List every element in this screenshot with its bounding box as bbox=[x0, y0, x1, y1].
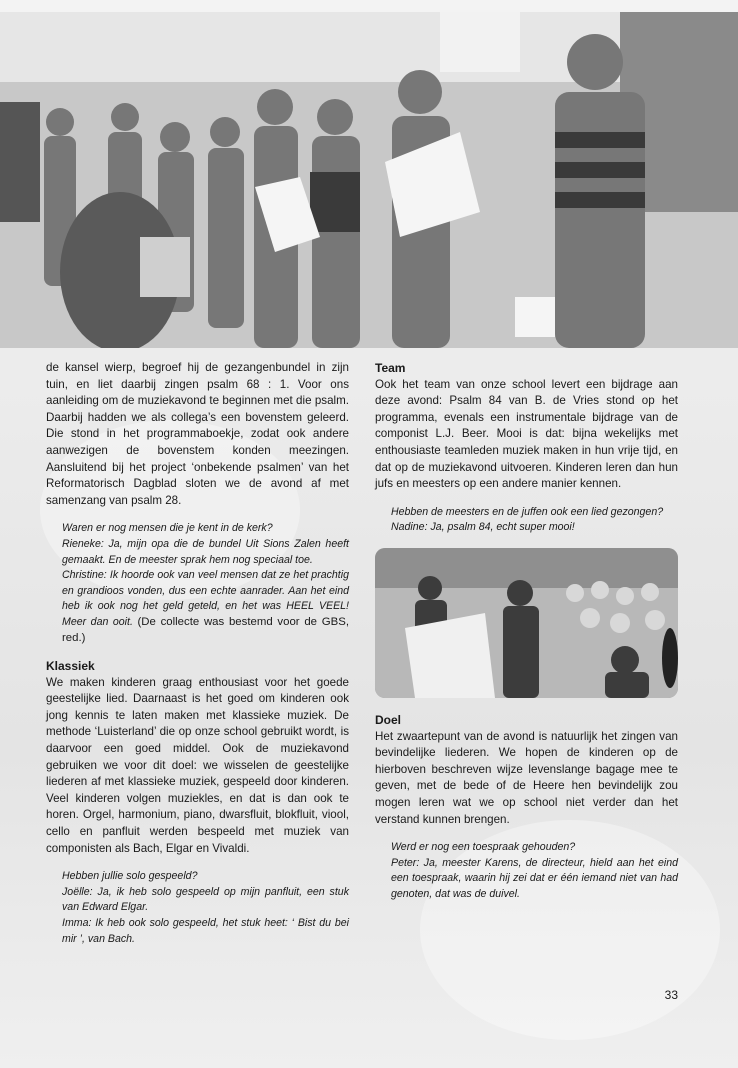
right-column bbox=[375, 360, 678, 914]
interview-block bbox=[391, 840, 678, 902]
interview-question: Waren er nog mensen die je kent in de kerk? bbox=[62, 522, 273, 535]
section-heading-team: Team bbox=[375, 361, 406, 375]
team-paragraph: Ook het team van onze school levert een bijdrage aan deze avond: Psalm 84 van B. de Vries stond op het programma, evenals een instrumentale bijdrage van de componist L.J. Beer. Mooi is dat: bijna wekelijks met enthousiaste teamleden muziek maken in hun vrije tijd, en dat op de muziekavond uitvoeren. Kinderen leren dan hun jufs en meesters op een andere manier kennen. bbox=[375, 377, 678, 491]
page-number: 33 bbox=[664, 988, 678, 1002]
children-orchestra-photo bbox=[375, 548, 678, 698]
editor-note: (De collecte was bestemd voor de GBS, red.) bbox=[62, 615, 349, 644]
answer-text: Christine: Ik hoorde ook van veel mensen dat ze het prachtig en grandioos vonden, dus een echte aanrader. Aan het eind heb ik ook nog het geld geteld, en het was HEEL VEEL! Meer dan ooit. bbox=[62, 569, 349, 628]
interview-question: Werd er nog een toespraak gehouden? bbox=[391, 841, 576, 854]
interview-block bbox=[391, 505, 678, 536]
doel-paragraph: Het zwaartepunt van de avond is natuurlijk het zingen van bevindelijke liederen. We hopen de kinderen op de hierboven beschreven wijze levenslange bagage mee te geven, met de bede of de Heere hen bevindelijk zou mogen leren wat we op school niet verder dan het verstand kunnen brengen. bbox=[375, 729, 678, 826]
interview-question: Hebben de meesters en de juffen ook een lied gezongen? bbox=[391, 505, 664, 518]
interview-answer: Rieneke: Ja, mijn opa die de bundel Uit Sions Zalen heeft gemaakt. En de meester sprak hem nog speciaal toe. bbox=[62, 537, 349, 566]
photo-illustration bbox=[375, 548, 678, 698]
section-heading-doel: Doel bbox=[375, 712, 402, 727]
intro-paragraph: de kansel wierp, begroef hij de gezangenbundel in zijn tuin, en liet daarbij zingen psalm 68 : 1. Voor ons aanleiding om de muziekavond te beginnen met die psalm. Daarbij hadden we als collega’s een bovenstem geleerd. Die stond in het programmaboekje, zodat ook andere aanwezigen de bovenstem konden meezingen. Aansluitend bij het project ‘onbekende psalmen’ van het Reformatorisch Dagblad sloten we de avond af met samenzang van psalm 28. bbox=[46, 361, 349, 507]
klassiek-paragraph: We maken kinderen graag enthousiast voor het goede geestelijke lied. Daarnaast is het goed om kinderen ook jong kennis te laten maken met klassieke muziek. De methode ‘Luisterland’ die op onze school gebruikt wordt, is daarvoor een goed middel. Ook de muziekavond gebruiken we voor dit doel: we wisselen de geestelijke liederen af met klassieke muziek, gespeeld door kinderen. Veel kinderen volgen muziekles, en dat is dan ook te horen. Orgel, harmonium, piano, dwarsfluit, blokfluit, viool, cello en panfluit werden bespeeld met muziek van componisten als Bach, Elgar en Vivaldi. bbox=[46, 675, 349, 855]
interview-answer bbox=[62, 568, 349, 646]
interview-answer: Imma: Ik heb ook solo gespeeld, het stuk heet: ‘ Bist du bei mir ’, van Bach. bbox=[62, 917, 349, 945]
interview-question: Hebben jullie solo gespeeld? bbox=[62, 870, 198, 883]
children-singing-photo bbox=[0, 12, 738, 348]
section-heading-klassiek: Klassiek bbox=[46, 659, 95, 674]
interview-answer: Nadine: Ja, psalm 84, echt super mooi! bbox=[391, 521, 575, 534]
interview-answer: Peter: Ja, meester Karens, de directeur, hield aan het eind een toespraak, waarin hij zei dat er één iemand niet van had genoten, dat was de duivel. bbox=[391, 856, 678, 900]
left-column bbox=[46, 360, 349, 959]
photo-illustration bbox=[0, 12, 738, 348]
interview-block bbox=[62, 869, 349, 947]
interview-answer: Joëlle: Ja, ik heb solo gespeeld op mijn panfluit, een stuk van Edward Elgar. bbox=[62, 885, 349, 914]
interview-block bbox=[62, 521, 349, 646]
